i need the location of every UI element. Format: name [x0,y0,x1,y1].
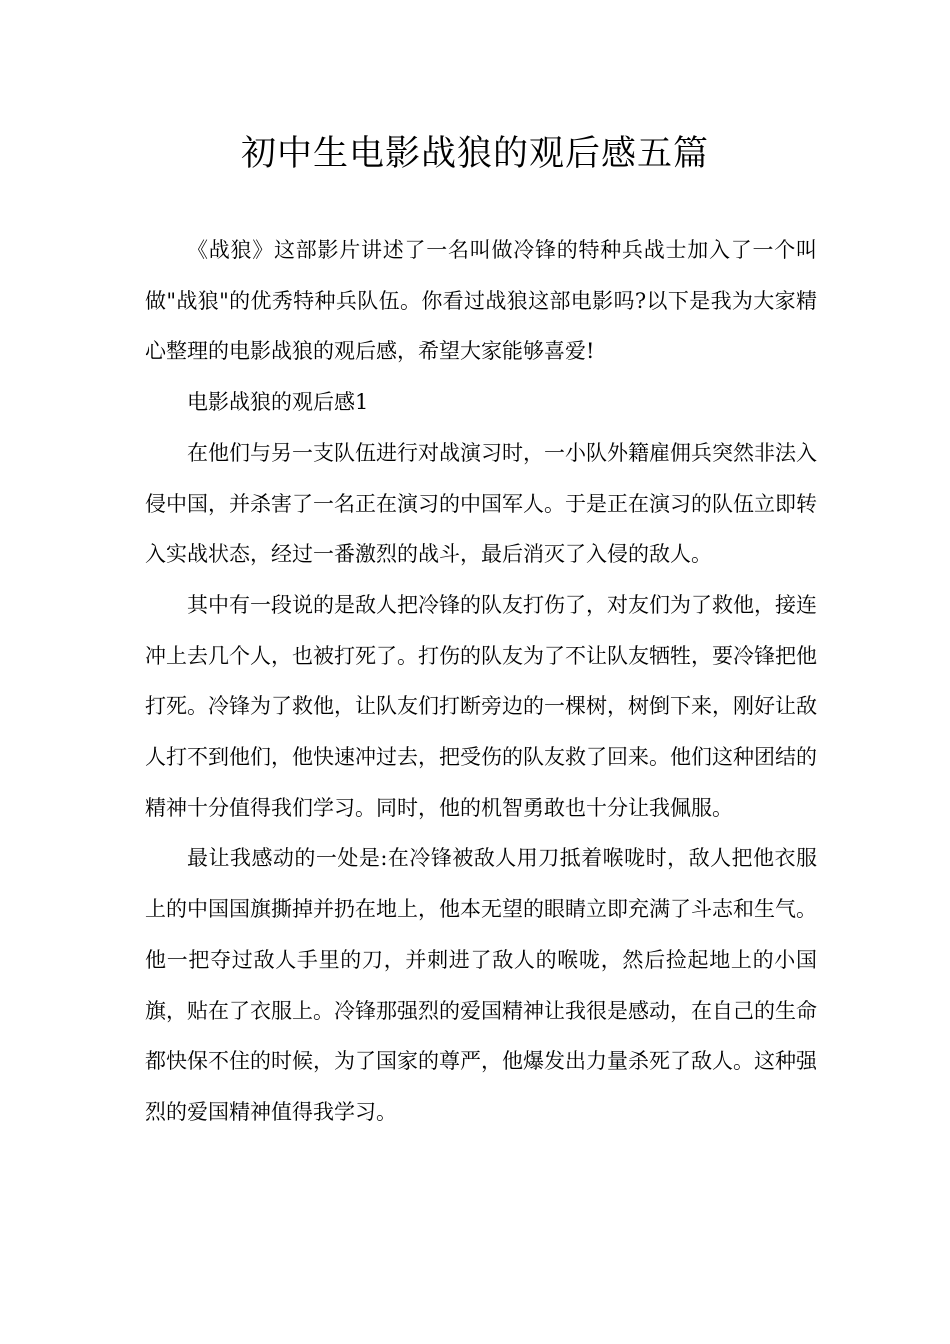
intro-paragraph: 《战狼》这部影片讲述了一名叫做冷锋的特种兵战士加入了一个叫做"战狼"的优秀特种兵队伍。你看过战狼这部电影吗?以下是我为大家精心整理的电影战狼的观后感，希望大家能够喜爱! [145,238,817,364]
document-title: 初中生电影战狼的观后感五篇 [240,134,709,174]
section-heading: 电影战狼的观后感1 [187,390,369,415]
body-paragraph: 其中有一段说的是敌人把冷锋的队友打伤了，对友们为了救他，接连冲上去几个人，也被打死了。打伤的队友为了不让队友牺牲，要冷锋把他打死。冷锋为了救他，让队友们打断旁边的一棵树，树倒下来，刚好让敌人打不到他们，他快速冲过去，把受伤的队友救了回来。他们这种团结的精神十分值得我们学习。同时，他的机智勇敢也十分让我佩服。 [145,592,817,820]
document-body [145,225,817,1138]
body-paragraph: 在他们与另一支队伍进行对战演习时，一小队外籍雇佣兵突然非法入侵中国，并杀害了一名正在演习的中国军人。于是正在演习的队伍立即转入实战状态，经过一番激烈的战斗，最后消灭了入侵的敌人。 [145,440,817,567]
body-paragraph: 最让我感动的一处是:在冷锋被敌人用刀抵着喉咙时，敌人把他衣服上的中国国旗撕掉并扔在地上，他本无望的眼睛立即充满了斗志和生气。他一把夺过敌人手里的刀，并刺进了敌人的喉咙，然后捡起地上的小国旗，贴在了衣服上。冷锋那强烈的爱国精神让我很是感动，在自己的生命都快保不住的时候，为了国家的尊严，他爆发出力量杀死了敌人。这种强烈的爱国精神值得我学习。 [145,846,817,1124]
